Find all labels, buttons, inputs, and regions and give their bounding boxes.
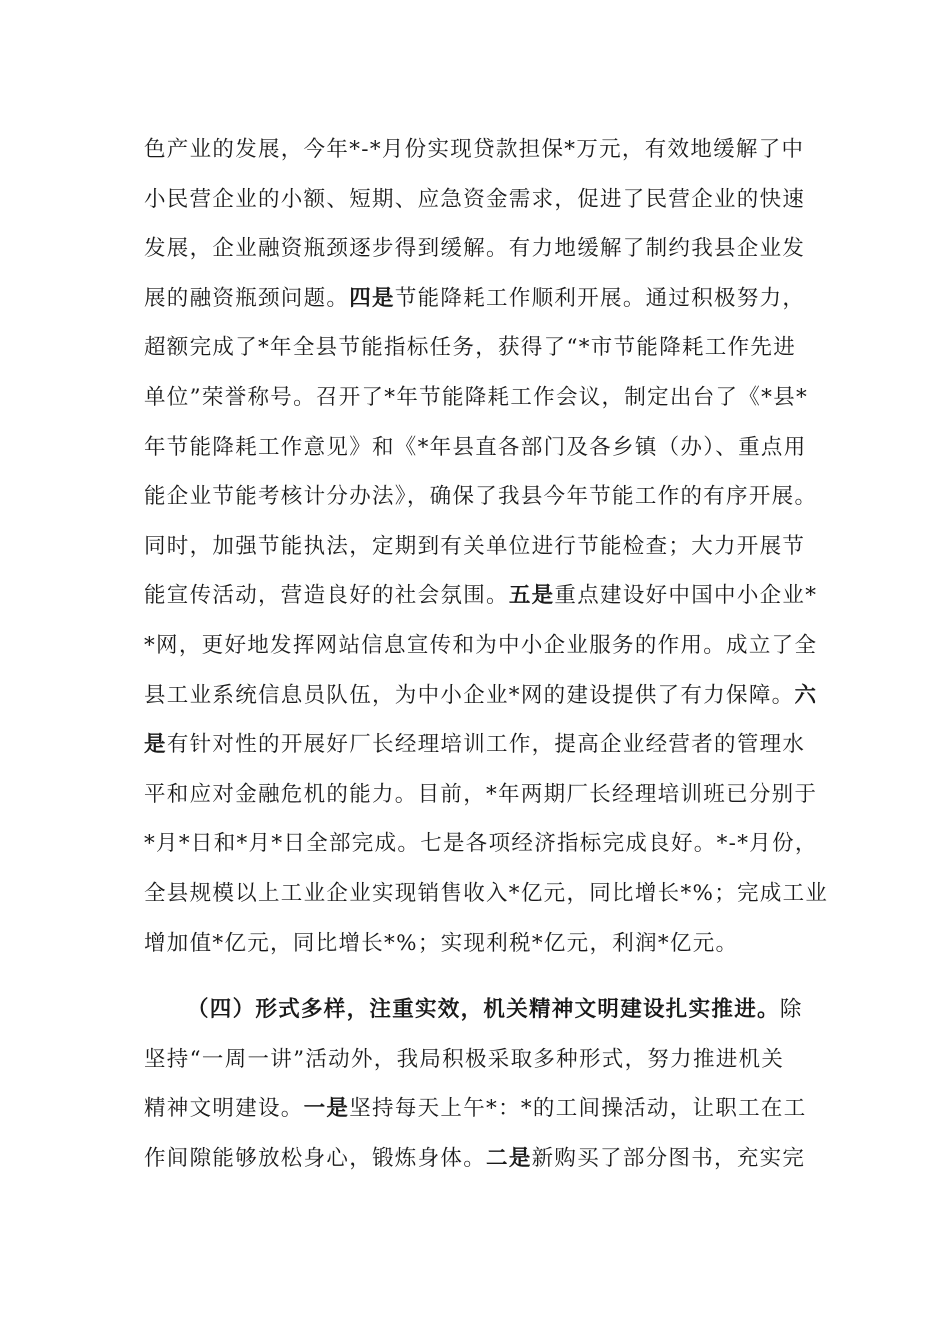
bold-item-marker: 一是 bbox=[303, 1096, 350, 1122]
text-line bbox=[144, 985, 824, 1035]
text-run: 节能降耗工作顺利开展。通过积极努力， bbox=[394, 285, 806, 311]
text-run: 有针对性的开展好厂长经理培训工作，提高企业经营者的管理水 bbox=[166, 732, 806, 758]
text-line: 全县规模以上工业企业实现销售收入*亿元，同比增长*%；完成工业 bbox=[144, 880, 829, 906]
text-run: 作间隙能够放松身心，锻炼身体。 bbox=[144, 1145, 487, 1171]
text-line: 增加值*亿元，同比增长*%；实现利税*亿元，利润*亿元。 bbox=[144, 930, 739, 956]
text-run: 县工业系统信息员队伍，为中小企业*网的建设提供了有力保障。 bbox=[144, 682, 795, 708]
bold-item-marker: 二是 bbox=[486, 1145, 532, 1171]
text-line: 小民营企业的小额、短期、应急资金需求，促进了民营企业的快速 bbox=[144, 186, 806, 212]
text-line bbox=[144, 1084, 824, 1134]
text-line: 单位”荣誉称号。召开了*年节能降耗工作会议，制定出台了《*县* bbox=[144, 384, 809, 410]
text-line: 发展，企业融资瓶颈逐步得到缓解。有力地缓解了制约我县企业发 bbox=[144, 236, 806, 262]
text-line: 坚持“一周一讲”活动外，我局积极采取多种形式，努力推进机关 bbox=[144, 1046, 785, 1072]
section-heading: （四）形式多样，注重实效，机关精神文明建设扎实推进。 bbox=[187, 997, 780, 1022]
text-run: 坚持每天上午*：*的工间操活动，让职工在工 bbox=[349, 1096, 807, 1122]
text-run: 能宣传活动，营造良好的社会氛围。 bbox=[144, 583, 509, 609]
bold-item-marker: 是 bbox=[144, 732, 167, 758]
text-line: 平和应对金融危机的能力。目前，*年两期厂长经理培训班已分别于 bbox=[144, 781, 818, 807]
bold-item-marker: 四是 bbox=[349, 285, 395, 311]
paragraph-energy-and-enterprise bbox=[144, 125, 829, 968]
text-line bbox=[144, 274, 824, 324]
text-line bbox=[144, 571, 824, 621]
text-run: 展的融资瓶颈问题。 bbox=[144, 285, 350, 311]
bold-item-marker: 五是 bbox=[508, 583, 555, 609]
paragraph-section-four bbox=[144, 985, 824, 1183]
text-run: 重点建设好中国中小企业* bbox=[554, 583, 818, 609]
text-line: 年节能降耗工作意见》和《*年县直各部门及各乡镇（办）、重点用 bbox=[144, 434, 807, 460]
text-line: 超额完成了*年全县节能指标任务，获得了“*市节能降耗工作先进 bbox=[144, 335, 796, 361]
text-line bbox=[144, 720, 824, 770]
text-run: 新购买了部分图书，充实完 bbox=[531, 1145, 806, 1171]
text-line: *月*日和*月*日全部完成。七是各项经济指标完成良好。*-*月份， bbox=[144, 831, 818, 857]
text-run: 精神文明建设。 bbox=[144, 1096, 304, 1122]
text-line: 能企业节能考核计分办法》，确保了我县今年节能工作的有序开展。 bbox=[144, 484, 818, 510]
text-run: 除 bbox=[779, 997, 803, 1022]
text-line: 色产业的发展，今年*-*月份实现贷款担保*万元，有效地缓解了中 bbox=[144, 137, 805, 162]
text-line bbox=[144, 671, 824, 721]
text-line bbox=[144, 1134, 824, 1184]
text-line: *网，更好地发挥网站信息宣传和为中小企业服务的作用。成立了全 bbox=[144, 632, 818, 658]
text-line: 同时，加强节能执法，定期到有关单位进行节能检查；大力开展节 bbox=[144, 533, 806, 559]
bold-item-marker: 六 bbox=[794, 682, 818, 708]
